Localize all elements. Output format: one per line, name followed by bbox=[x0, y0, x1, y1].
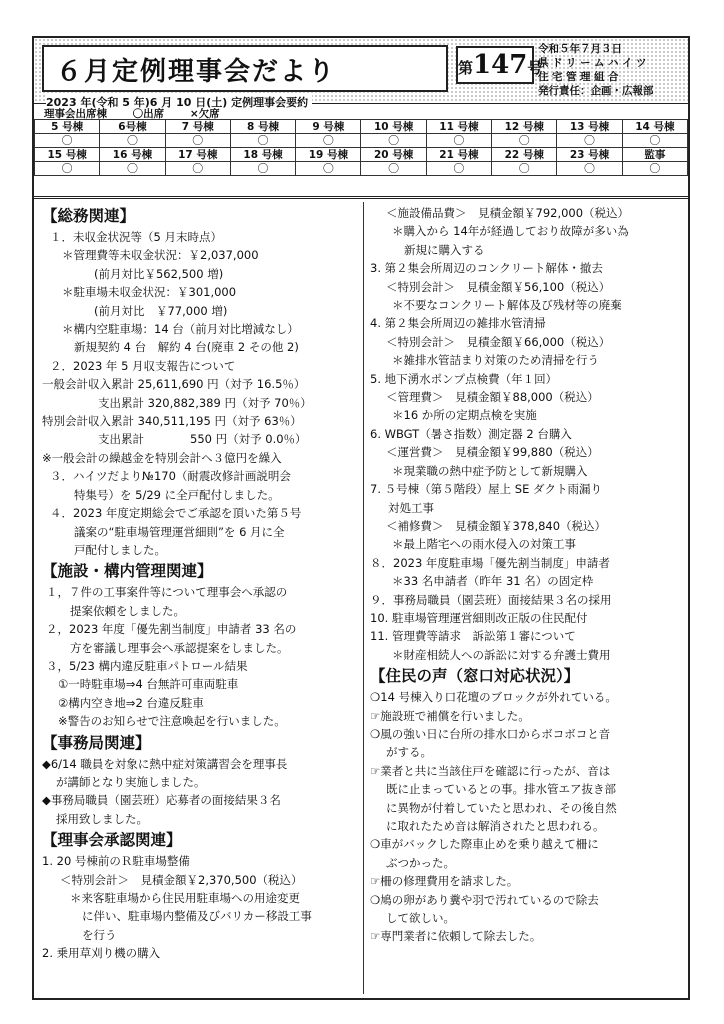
text-line: ＊来客駐車場から住民用駐車場への用途変更 bbox=[70, 891, 300, 905]
text-line: ＜運営費＞ 見積金額￥99,880（税込） bbox=[386, 445, 599, 460]
text-line: ☞施設班で補償を行いました。 bbox=[370, 708, 530, 723]
text-line: ２，2023 年度「優先割当制度」申請者 33 名の bbox=[46, 622, 297, 637]
text-line: 一般会計収入累計 25,611,690 円（対予 16.5％） bbox=[42, 377, 306, 392]
text-line: １，７件の工事案件等について理事会へ承認の bbox=[46, 585, 288, 600]
text-line: ＜特別会計＞ 見積金額￥56,100（税込） bbox=[386, 279, 611, 294]
text-line: 方を審議し理事会へ承認提案をしました。 bbox=[70, 640, 289, 655]
building-label: 監事 bbox=[622, 148, 687, 162]
text-line: 採用致しました。 bbox=[56, 811, 148, 826]
text-line: ＊駐車場未収金状況：￥301,000 bbox=[62, 285, 237, 300]
text-line: 7. ５号棟（第５階段）屋上 SE ダクト雨漏り bbox=[370, 482, 603, 497]
attendance-mark: 〇 bbox=[296, 162, 361, 176]
text-line: ❍鳩の卵があり糞や羽で汚れているので除去 bbox=[370, 892, 599, 907]
text-line: に異物が付着していたと思われ、その後自然 bbox=[386, 800, 617, 815]
attendance-label: 理事会出席棟 bbox=[44, 108, 107, 120]
text-line: 提案依頼をしました。 bbox=[70, 603, 185, 618]
attendance-mark: 〇 bbox=[165, 162, 230, 176]
text-line: ぶつかった。 bbox=[386, 855, 455, 870]
text-line: ＊不要なコンクリート解体及び残材等の廃棄 bbox=[392, 298, 622, 313]
meeting-subtitle: 2023 年(令和 5 年)6 月 10 日(土) 定例理事会要約 bbox=[46, 94, 312, 110]
column-divider bbox=[363, 202, 364, 994]
publisher-info bbox=[538, 42, 686, 98]
text-line: 議案の“駐車場管理運営細則”を 6 月に全 bbox=[74, 524, 285, 539]
legend-present: 〇出席 bbox=[132, 108, 165, 120]
text-line: 2. 乗用草刈り機の購入 bbox=[42, 946, 161, 961]
text-line: ＊構内空駐車場：14 台（前月対比増減なし） bbox=[62, 322, 299, 337]
attendance-mark: 〇 bbox=[165, 134, 230, 148]
text-line: ＊財産相続人への訴訟に対する弁護士費用 bbox=[392, 647, 611, 662]
text-line: ３．ハイツだより№170（耐震改修計画説明会 bbox=[50, 469, 291, 484]
building-label: 12 号棟 bbox=[492, 120, 557, 134]
building-label: 10 号棟 bbox=[361, 120, 426, 134]
org-name-line1: 県ドリームハイツ bbox=[538, 57, 650, 69]
building-label: 13 号棟 bbox=[557, 120, 622, 134]
publisher-line: 発行責任：企画・広報部 bbox=[538, 85, 654, 97]
header-separator bbox=[34, 196, 688, 199]
attendance-header-row bbox=[35, 120, 688, 134]
text-line: を行う bbox=[82, 927, 117, 942]
text-line: ４．2023 年度定期総会でご承認を頂いた第５号 bbox=[50, 506, 302, 521]
section-heading: 【理事会承認関連】 bbox=[42, 831, 182, 850]
text-line: １．未収金状況等（5 月末時点） bbox=[50, 230, 222, 244]
issue-prefix: 第 bbox=[458, 59, 474, 77]
text-line: (前月対比￥562,500 増) bbox=[94, 266, 224, 281]
section-heading: 【事務局関連】 bbox=[42, 733, 151, 752]
text-line: に伴い、駐車場内整備及びバリカー移設工事 bbox=[82, 909, 312, 924]
building-label: 11 号棟 bbox=[426, 120, 491, 134]
issue-suffix: 号 bbox=[527, 59, 543, 77]
attendance-mark: 〇 bbox=[426, 162, 491, 176]
attendance-mark: 〇 bbox=[557, 134, 622, 148]
text-line: ①一時駐車場⇒4 台無許可車両駐車 bbox=[58, 677, 239, 692]
section-heading: 【施設・構内管理関連】 bbox=[42, 562, 213, 581]
attendance-mark: 〇 bbox=[361, 162, 426, 176]
issue-date: 令和５年７月３日 bbox=[538, 43, 622, 55]
text-line: 支出累計 320,882,389 円（対予 70％） bbox=[98, 395, 312, 410]
title-box bbox=[42, 45, 448, 92]
attendance-mark: 〇 bbox=[622, 162, 687, 176]
right-column bbox=[370, 204, 686, 946]
building-label: 14 号棟 bbox=[622, 120, 687, 134]
building-label: 6号棟 bbox=[100, 120, 165, 134]
left-column bbox=[42, 204, 360, 963]
text-line: 新規契約 4 台 解約 4 台(廃車 2 その他 2) bbox=[74, 340, 299, 355]
attendance-mark-row bbox=[35, 134, 688, 148]
text-line: ＊最上階宅への雨水侵入の対策工事 bbox=[392, 537, 576, 552]
text-line: ＜補修費＞ 見積金額￥378,840（税込） bbox=[386, 518, 607, 533]
text-line: ＊購入から 14年が経過しており故障が多い為 bbox=[392, 224, 629, 239]
text-line: ＊現業職の熱中症予防として新規購入 bbox=[392, 463, 588, 478]
text-line: ＜管理費＞ 見積金額￥88,000（税込） bbox=[386, 390, 599, 405]
attendance-mark: 〇 bbox=[35, 162, 100, 176]
text-line: ＜特別会計＞ 見積金額￥2,370,500（税込） bbox=[60, 872, 303, 887]
text-line: ❍車がバックした際車止めを乗り越えて柵に bbox=[370, 837, 599, 852]
text-line: ◆事務局職員（園芸班）応募者の面接結果３名 bbox=[42, 793, 281, 808]
issue-number-box bbox=[456, 46, 543, 84]
building-label: 8 号棟 bbox=[230, 120, 295, 134]
text-line: ＊33 名申請者（昨年 31 名）の固定枠 bbox=[392, 574, 594, 589]
text-line: 戸配付しました。 bbox=[74, 542, 166, 557]
text-line: ３，5/23 構内違反駐車パトロール結果 bbox=[46, 658, 248, 673]
building-label: 22 号棟 bbox=[492, 148, 557, 162]
text-line: 支出累計 550 円（対予 0.0％） bbox=[98, 432, 307, 447]
building-label: 21 号棟 bbox=[426, 148, 491, 162]
text-line: ＜施設備品費＞ 見積金額￥792,000（税込） bbox=[386, 206, 630, 220]
text-line: ※一般会計の繰越金を特別会計へ３億円を繰入 bbox=[42, 450, 282, 465]
legend-absent: ×欠席 bbox=[189, 108, 220, 120]
text-line: ◆6/14 職員を対象に熱中症対策講習会を理事長 bbox=[42, 756, 288, 771]
attendance-mark: 〇 bbox=[35, 134, 100, 148]
building-label: 23 号棟 bbox=[557, 148, 622, 162]
building-label: 15 号棟 bbox=[35, 148, 100, 162]
attendance-mark: 〇 bbox=[100, 162, 165, 176]
building-label: 5 号棟 bbox=[35, 120, 100, 134]
text-line: がする。 bbox=[386, 745, 432, 760]
text-line: ☞業者と共に当該住戸を確認に行ったが、音は bbox=[370, 763, 611, 778]
text-line: 新規に購入する bbox=[404, 242, 485, 257]
text-line: が講師となり実施しました。 bbox=[56, 774, 206, 789]
newsletter-title: ６月定例理事会だより bbox=[56, 57, 337, 87]
text-line: ☞専門業者に依頼して除去した。 bbox=[370, 929, 542, 944]
text-line: ８．2023 年度駐車場「優先割当制度」申請者 bbox=[370, 555, 610, 570]
text-line: 6. WBGT（暑さ指数）測定器 2 台購入 bbox=[370, 426, 572, 441]
text-line: に取れたため音は解消されたと思われる。 bbox=[386, 819, 605, 833]
text-line: ※警告のお知らせで注意喚起を行いました。 bbox=[58, 714, 286, 729]
attendance-mark-row bbox=[35, 162, 688, 176]
attendance-mark: 〇 bbox=[557, 162, 622, 176]
attendance-mark: 〇 bbox=[426, 134, 491, 148]
building-label: 16 号棟 bbox=[100, 148, 165, 162]
text-line: ＊16 か所の定期点検を実施 bbox=[392, 408, 537, 423]
attendance-mark: 〇 bbox=[492, 134, 557, 148]
building-label: 19 号棟 bbox=[296, 148, 361, 162]
building-label: 9 号棟 bbox=[296, 120, 361, 134]
text-line: ＜特別会計＞ 見積金額￥66,000（税込） bbox=[386, 334, 611, 349]
text-line: ２．2023 年 5 月収支報告について bbox=[50, 358, 236, 373]
text-line: ②構内空き地⇒2 台違反駐車 bbox=[58, 695, 204, 710]
attendance-header-row bbox=[35, 148, 688, 162]
text-line: (前月対比 ￥77,000 増) bbox=[94, 303, 228, 318]
attendance-mark: 〇 bbox=[492, 162, 557, 176]
text-line: ＊管理費等未収金状況：￥2,037,000 bbox=[62, 248, 259, 263]
text-line: ❍14 号棟入り口花壇のブロックが外れている。 bbox=[370, 690, 617, 705]
text-line: 対処工事 bbox=[388, 500, 434, 515]
text-line: 4. 第２集会所周辺の雑排水管清掃 bbox=[370, 316, 546, 331]
newsletter-header bbox=[34, 38, 688, 109]
text-line: して欲しい。 bbox=[386, 911, 455, 926]
text-line: ☞柵の修理費用を請求した。 bbox=[370, 874, 519, 889]
org-name-line2: 住宅管理組合 bbox=[538, 71, 622, 83]
text-line: 1. 20 号棟前のＲ駐車場整備 bbox=[42, 854, 190, 869]
section-heading: 【総務関連】 bbox=[42, 207, 136, 225]
text-line: ９．事務局職員（園芸班）面接結果３名の採用 bbox=[370, 592, 612, 607]
attendance-mark: 〇 bbox=[230, 162, 295, 176]
attendance-mark: 〇 bbox=[622, 134, 687, 148]
text-line: 既に止まっているとの事。排水管エア抜き部 bbox=[386, 782, 616, 797]
text-line: ❍風の強い日に台所の排水口からボコボコと音 bbox=[370, 726, 611, 741]
attendance-mark: 〇 bbox=[361, 134, 426, 148]
building-label: 20 号棟 bbox=[361, 148, 426, 162]
text-line: 11. 管理費等請求 訴訟第１審について bbox=[370, 629, 576, 644]
text-line: 5. 地下湧水ポンプ点検費（年１回） bbox=[370, 371, 558, 386]
text-line: 3. 第２集会所周辺のコンクリート解体・撤去 bbox=[370, 261, 603, 276]
attendance-mark: 〇 bbox=[100, 134, 165, 148]
attendance-table bbox=[34, 119, 688, 176]
attendance-mark: 〇 bbox=[230, 134, 295, 148]
building-label: 17 号棟 bbox=[165, 148, 230, 162]
section-heading: 【住民の声（窓口対応状況）】 bbox=[370, 667, 580, 686]
building-label: 18 号棟 bbox=[230, 148, 295, 162]
text-line: 特集号）を 5/29 に全戸配付しました。 bbox=[74, 487, 280, 502]
issue-number: 147 bbox=[473, 50, 528, 80]
text-line: 特別会計収入累計 340,511,195 円（対予 63％） bbox=[42, 414, 302, 429]
text-line: ＊雑排水管詰まり対策のため清掃を行う bbox=[392, 353, 599, 368]
text-line: 10. 駐車場管理運営細則改正版の住民配付 bbox=[370, 610, 588, 625]
attendance-mark: 〇 bbox=[296, 134, 361, 148]
building-label: 7 号棟 bbox=[165, 120, 230, 134]
